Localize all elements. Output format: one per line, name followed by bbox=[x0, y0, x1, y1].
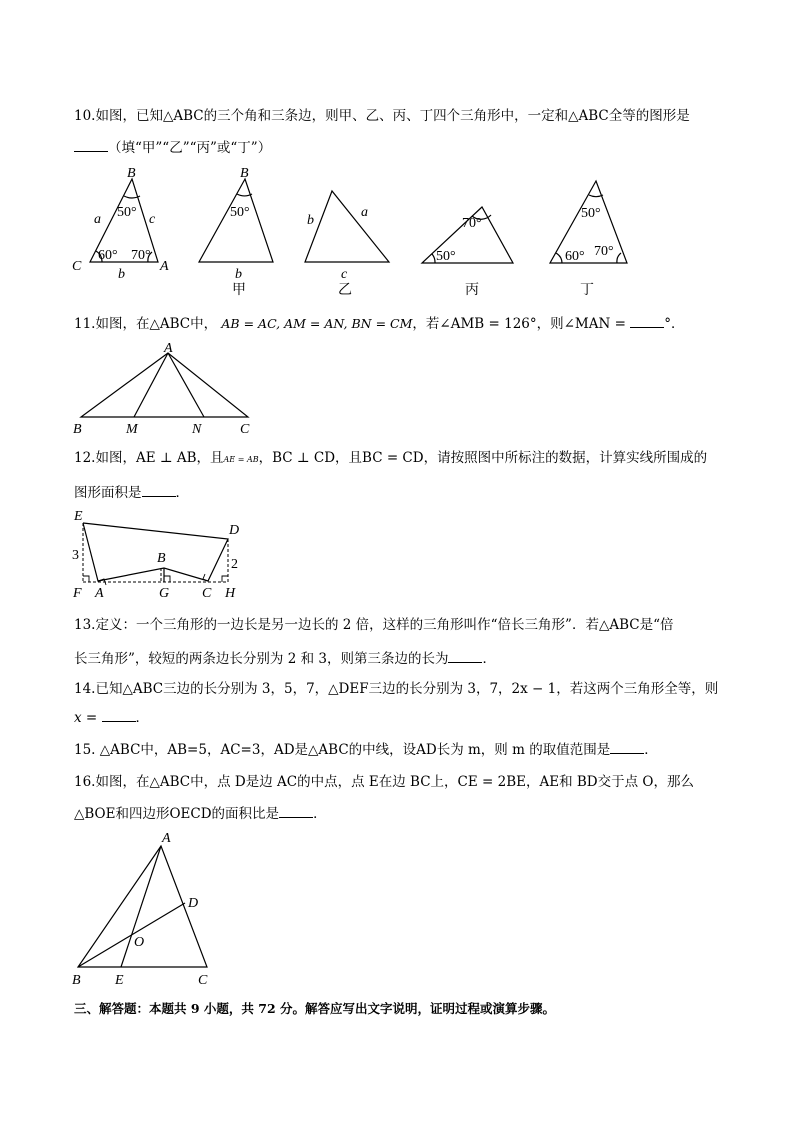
label-c: C bbox=[72, 259, 82, 274]
answer-blank[interactable] bbox=[74, 139, 108, 152]
q15-text: 15. △ABC中，AB=5，AC=3，AD是△ABC的中线，设AD长为 m，则 m 的取值范围是 bbox=[74, 742, 611, 758]
yi-name: 乙 bbox=[338, 283, 352, 298]
q11-conditions: AB = AC, AM = AN, BN = CM bbox=[221, 316, 413, 331]
bing-left-angle: 50° bbox=[436, 249, 456, 264]
angle-arc-ding-right bbox=[617, 253, 621, 263]
label-b: B bbox=[127, 166, 136, 181]
bing-top-angle: 70° bbox=[462, 216, 482, 231]
q10-line1 bbox=[74, 104, 690, 124]
q13-text-b: 长三角形”，较短的两条边长分别为 2 和 3，则第三条边的长为 bbox=[74, 651, 449, 667]
jia-label-b: B bbox=[240, 166, 249, 181]
answer-blank[interactable] bbox=[142, 484, 176, 497]
q14-text-end: ． bbox=[135, 710, 150, 726]
label-b: B bbox=[72, 973, 81, 988]
q12-figure bbox=[68, 506, 248, 600]
q12-text-b: ，BC ⊥ CD，且BC = CD，请按照图中所标注的数据，计算实线所围成的 bbox=[258, 450, 708, 466]
yi-side-a: a bbox=[361, 205, 368, 220]
label-c: C bbox=[198, 973, 208, 988]
q16-line2 bbox=[74, 802, 327, 822]
label-e: E bbox=[115, 973, 124, 988]
q11-figure bbox=[68, 340, 268, 436]
label-e: E bbox=[74, 509, 83, 524]
angle-b-value: 50° bbox=[117, 205, 137, 220]
q16-text: 16.如图，在△ABC中，点 D是边 AC的中点，点 E在边 BC上，CE = 2BE，AE和 BD交于点 O，那么 bbox=[74, 774, 694, 790]
section-3-text: 三、解答题：本题共 9 小题，共 72 分。解答应写出文字说明，证明过程或演算步骤。 bbox=[74, 1001, 556, 1016]
q14-line2 bbox=[74, 706, 149, 726]
ding-right-angle: 70° bbox=[594, 244, 614, 259]
length-2: 2 bbox=[231, 557, 238, 572]
q11-text-d: °． bbox=[664, 316, 685, 332]
q13-line2 bbox=[74, 647, 496, 667]
answer-blank[interactable] bbox=[279, 805, 313, 818]
q10-hint: （填“甲”“乙”“丙”或“丁”） bbox=[108, 140, 272, 156]
jia-side: b bbox=[235, 267, 242, 282]
triangle-ding bbox=[550, 181, 627, 263]
q14-variable: x = bbox=[74, 710, 98, 726]
label-g: G bbox=[159, 586, 170, 600]
q14-line1 bbox=[74, 677, 718, 697]
angle-c-value: 60° bbox=[98, 248, 118, 263]
q10-text: 10.如图，已知△ABC的三个角和三条边，则甲、乙、丙、丁四个三角形中，一定和△ABC全等的图形是 bbox=[74, 108, 690, 124]
answer-blank[interactable] bbox=[102, 709, 136, 722]
label-d: D bbox=[229, 523, 240, 538]
q16-figure bbox=[68, 824, 228, 990]
q16-text-c: ． bbox=[313, 806, 327, 822]
q12-text-d: ． bbox=[175, 485, 189, 501]
angle-arc-bing-left bbox=[432, 254, 435, 263]
q15-line bbox=[74, 738, 658, 758]
label-h: H bbox=[225, 586, 236, 600]
section-3-heading bbox=[74, 999, 555, 1017]
label-d: D bbox=[188, 896, 199, 911]
answer-blank[interactable] bbox=[610, 741, 644, 754]
q10-figure bbox=[68, 162, 648, 302]
label-c: C bbox=[202, 586, 212, 600]
triangle-jia bbox=[199, 179, 273, 262]
label-a: A bbox=[95, 586, 104, 600]
label-c: C bbox=[240, 422, 250, 436]
q16-text-b: △BOE和四边形OECD的面积比是 bbox=[74, 806, 280, 822]
label-a: A bbox=[160, 259, 169, 274]
side-b: b bbox=[118, 267, 125, 282]
ding-left-angle: 60° bbox=[565, 249, 585, 264]
yi-side-b: b bbox=[307, 213, 314, 228]
jia-angle: 50° bbox=[230, 205, 250, 220]
q12-text-a: 12.如图，AE ⊥ AB，且 bbox=[74, 450, 224, 466]
answer-blank[interactable] bbox=[630, 315, 664, 328]
side-c: c bbox=[149, 212, 156, 227]
q11-text-a: 11.如图，在△ABC中， bbox=[74, 316, 218, 332]
q14-text: 14.已知△ABC三边的长分别为 3，5，7，△DEF三边的长分别为 3，7，2x − 1，若这两个三角形全等，则 bbox=[74, 681, 719, 697]
q12-small-text: AE = AB bbox=[223, 455, 259, 464]
label-b: B bbox=[73, 422, 82, 436]
label-a: A bbox=[162, 831, 171, 846]
q16-line1 bbox=[74, 770, 694, 790]
triangle-yi bbox=[305, 191, 389, 262]
q12-line1 bbox=[74, 446, 707, 466]
angle-a-value: 70° bbox=[131, 248, 151, 263]
bing-name: 丙 bbox=[465, 283, 479, 298]
label-f: F bbox=[73, 586, 82, 600]
label-o: O bbox=[134, 935, 145, 950]
q11-line bbox=[74, 312, 684, 332]
side-a: a bbox=[94, 212, 101, 227]
length-3: 3 bbox=[72, 548, 79, 563]
jia-name: 甲 bbox=[232, 283, 246, 298]
q13-text: 13.定义：一个三角形的一边长是另一边长的 2 倍，这样的三角形叫作“倍长三角形”．若△ABC是“倍 bbox=[74, 617, 674, 633]
q12-text-c: 图形面积是 bbox=[74, 485, 142, 501]
label-m: M bbox=[126, 422, 138, 436]
q11-text-c: ，若∠AMB = 126°，则∠MAN = bbox=[412, 316, 626, 332]
yi-side-c: c bbox=[341, 267, 348, 282]
q10-line2 bbox=[74, 136, 271, 156]
ding-top-angle: 50° bbox=[581, 206, 601, 221]
angle-arc-ding-left bbox=[556, 253, 562, 263]
answer-blank[interactable] bbox=[448, 650, 482, 663]
q12-line2 bbox=[74, 481, 189, 501]
angle-arc-ding-top bbox=[589, 195, 603, 197]
q15-text-end: ． bbox=[644, 742, 658, 758]
q13-line1 bbox=[74, 613, 673, 633]
label-b: B bbox=[157, 551, 166, 566]
label-n: N bbox=[192, 422, 202, 436]
label-a: A bbox=[164, 341, 173, 356]
q13-text-c: ． bbox=[482, 651, 496, 667]
ding-name: 丁 bbox=[580, 283, 594, 298]
